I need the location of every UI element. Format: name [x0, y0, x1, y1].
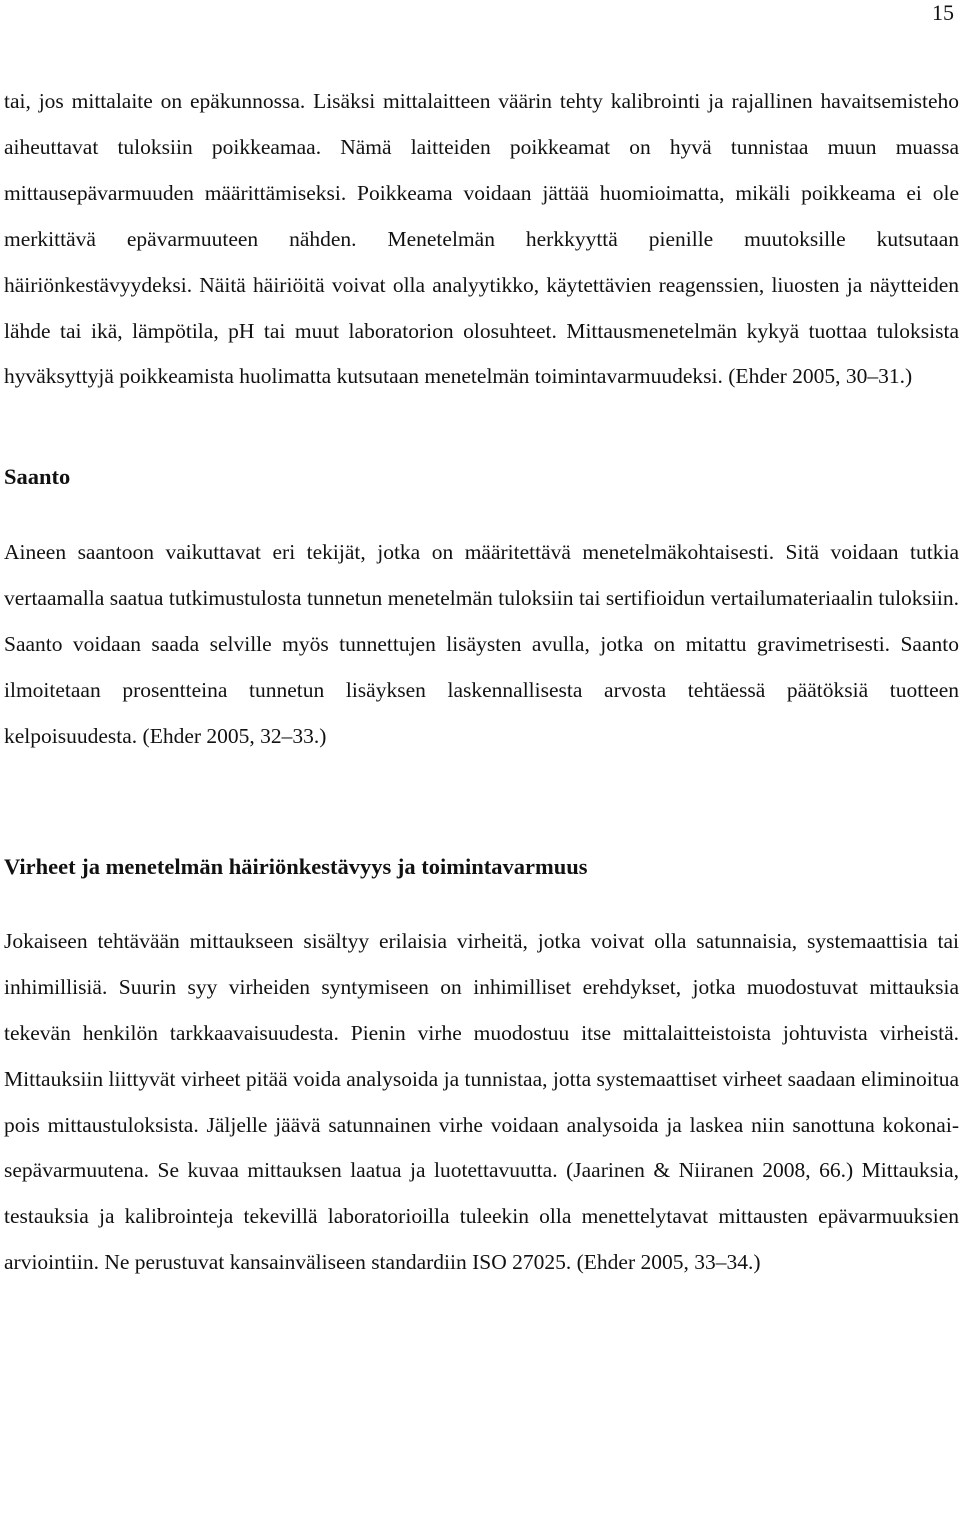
spacer — [4, 882, 959, 919]
spacer — [4, 400, 959, 462]
page-number: 15 — [932, 0, 954, 25]
section-heading-virheet: Virheet ja menetelmän häiriönkestävyys ja toimintavarmuus — [4, 853, 588, 879]
spacer — [4, 492, 959, 530]
section-heading-saanto: Saanto — [4, 464, 71, 490]
saanto-paragraph: Aineen saantoon vaikuttavat eri tekijät, jotka on määritettävä menetelmäkohtaisesti. Sitä voidaan tutkia vertaamalla saatua tutkimustulosta tunnetun menetelmän tuloksiin tai sertifioidun vertailumateriaalin tuloksiin. Saanto voidaan saada selville myös tunnettujen lisäysten avulla, jotka on mitattu gravimetrisesti. Saanto ilmoitetaan prosentteina tunnetun lisäyksen laskennallisesta arvosta tehtäessä päätöksiä tuotteen kelpoisuudesta. (Ehder 2005, 32–33.) — [4, 540, 959, 748]
virheet-paragraph: Jokaiseen tehtävään mittaukseen sisältyy erilaisia virheitä, jotka voivat olla satunnaisia, systemaattisia tai inhimillisiä. Suurin syy virheiden syntymiseen on inhimilliset erehdykset, jotka muodostuvat mittauksia tekevän henkilön tarkkaavaisuudesta. Pienin virhe muodostuu itse mittalaitteistoista johtuvista virheistä. Mittauksiin liittyvät virheet pitää voida analysoida ja tunnistaa, jotta systemaattiset virheet saadaan eliminoitua pois mittaustuloksista. Jäljelle jäävä satunnainen virhe voidaan analysoida ja laskea niin sanottuna kokonaisepävarmuutena. Se kuvaa mittauksen laatua ja luotettavuutta. (Jaarinen & Niiranen 2008, 66.) Mittauksia, testauksia ja kalibrointeja tekevillä laboratorioilla tuleekin olla menettelytavat mittausten epävarmuuksien arviointiin. Ne perustuvat kansainväliseen standardiin ISO 27025. (Ehder 2005, 33–34.) — [4, 928, 959, 1275]
intro-paragraph: tai, jos mittalaite on epäkunnossa. Lisäksi mittalaitteen väärin tehty kalibrointi ja rajallinen havaitsemisteho aiheuttavat tuloksiin poikkeamaa. Nämä laitteiden poikkeamat on hyvä tunnistaa muun muassa mittausepävarmuuden määrittämiseksi. Poikkeama voidaan jättää huomioimatta, mikäli poikkeama ei ole merkittävä epävarmuuteen nähden. Menetelmän herkkyyttä pienille muutoksille kutsutaan häiriönkestävyydeksi. Näitä häiriöitä voivat olla analyytikko, käytettävien reagenssien, liuosten ja näytteiden lähde tai ikä, lämpötila, pH tai muut laboratorion olosuhteet. Mittausmenetelmän kykyä tuottaa tuloksista hyväksyttyjä poikkeamista huolimatta kutsutaan menetelmän toimintavarmuudeksi. (Ehder 2005, 30–31.) — [4, 89, 959, 389]
document-body — [4, 79, 959, 1286]
spacer — [4, 760, 959, 852]
